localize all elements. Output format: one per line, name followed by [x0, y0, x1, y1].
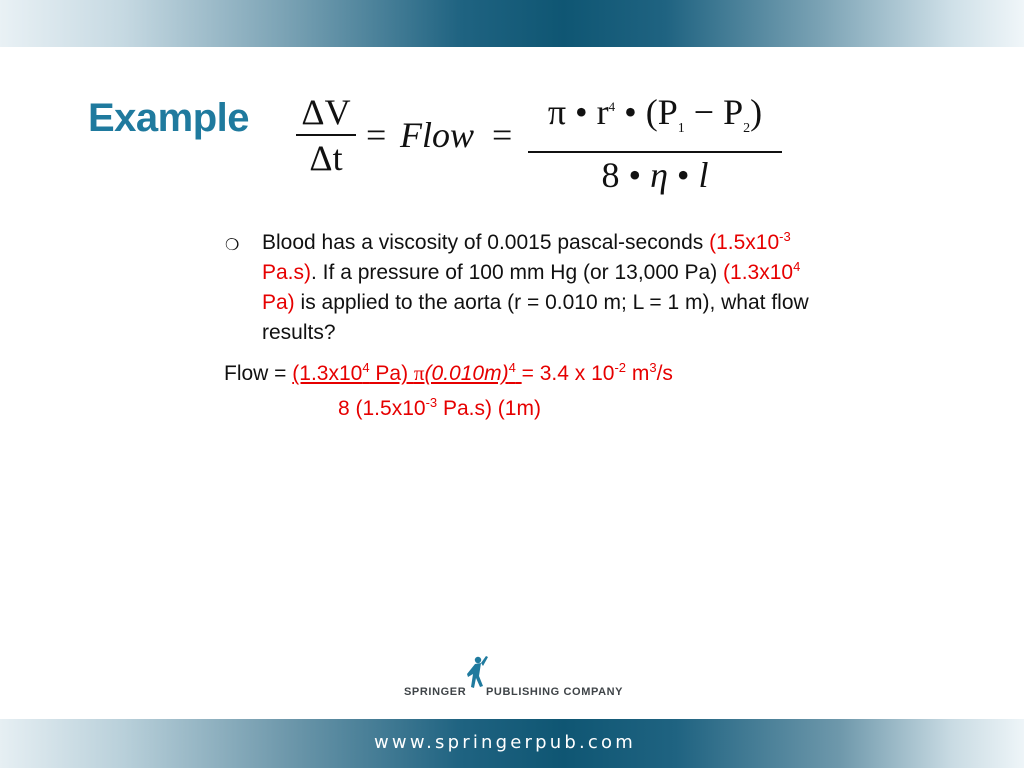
- aorta-sentence: is applied to the aorta (r = 0.010 m; L = 1 m), what flow: [294, 291, 809, 314]
- num-close: ): [750, 92, 763, 132]
- num-minus-p: − P: [684, 92, 744, 132]
- footer-url: www.springerpub.com: [374, 732, 636, 753]
- pressure-unit: Pa): [369, 362, 414, 385]
- subscript: 1: [677, 121, 685, 137]
- springer-logo: [404, 652, 634, 702]
- pressure-unit: Pa): [262, 291, 295, 314]
- result-unit-exponent: 3: [649, 360, 657, 375]
- runner-icon: [467, 656, 488, 688]
- denominator-unit: Pa.s) (1m): [437, 397, 541, 420]
- numerator: [528, 92, 782, 149]
- solution-line: [224, 358, 924, 389]
- pressure-term: (1.3x10: [292, 362, 363, 385]
- den-l: l: [698, 155, 709, 196]
- pressure-value: (1.3x10: [723, 261, 794, 284]
- poiseuille-fraction: [528, 92, 782, 195]
- den-eight: 8 •: [601, 155, 651, 196]
- num-pi-r: π • r: [547, 92, 609, 132]
- slide-title: Example: [88, 96, 250, 140]
- top-banner: [0, 0, 1024, 47]
- question-end: results?: [262, 321, 336, 344]
- radius-exponent: 4: [508, 360, 516, 375]
- fraction-bar: [528, 151, 782, 153]
- bullet-icon: ❍: [225, 237, 240, 254]
- result-unit: m: [626, 362, 650, 385]
- logo-right-text: PUBLISHING COMPANY: [486, 686, 624, 698]
- result-exponent: -2: [614, 360, 627, 375]
- delta-fraction: [296, 92, 356, 178]
- delta-v: ΔV: [301, 92, 351, 132]
- problem-sentence: Blood has a viscosity of 0.0015 pascal-seconds: [262, 231, 710, 254]
- denominator: [528, 155, 782, 195]
- logo-left-text: SPRINGER: [404, 686, 467, 698]
- radius-term: (0.010m): [424, 362, 509, 385]
- denominator-term: 8 (1.5x10: [338, 397, 426, 420]
- exponent: 4: [608, 99, 616, 114]
- equals-sign: =: [366, 115, 387, 155]
- denominator-exponent: -3: [425, 395, 438, 410]
- pi-symbol: π: [413, 361, 425, 385]
- pressure-exponent: 4: [793, 259, 801, 274]
- flow-equation: [296, 88, 796, 198]
- viscosity-value: (1.5x10: [709, 231, 780, 254]
- problem-text: [262, 228, 952, 348]
- den-eta: η: [650, 155, 668, 196]
- den-dot: •: [667, 155, 699, 196]
- num-p-open: • (P: [615, 92, 678, 132]
- result-unit-tail: /s: [656, 362, 673, 385]
- subscript: 2: [743, 121, 751, 137]
- delta-t: Δt: [309, 138, 343, 178]
- solution-numerator: [292, 362, 521, 385]
- flow-label: Flow =: [224, 362, 293, 385]
- pressure-exponent: 4: [362, 360, 370, 375]
- flow-term: Flow: [400, 115, 475, 155]
- pressure-sentence: . If a pressure of 100 mm Hg (or 13,000 Pa): [311, 261, 724, 284]
- viscosity-exponent: -3: [779, 229, 791, 244]
- viscosity-unit: Pa.s): [262, 261, 312, 284]
- equals-sign: =: [492, 115, 513, 155]
- solution-denominator: [338, 394, 738, 424]
- result-value: = 3.4 x 10: [521, 362, 615, 385]
- fraction-bar: [296, 134, 356, 136]
